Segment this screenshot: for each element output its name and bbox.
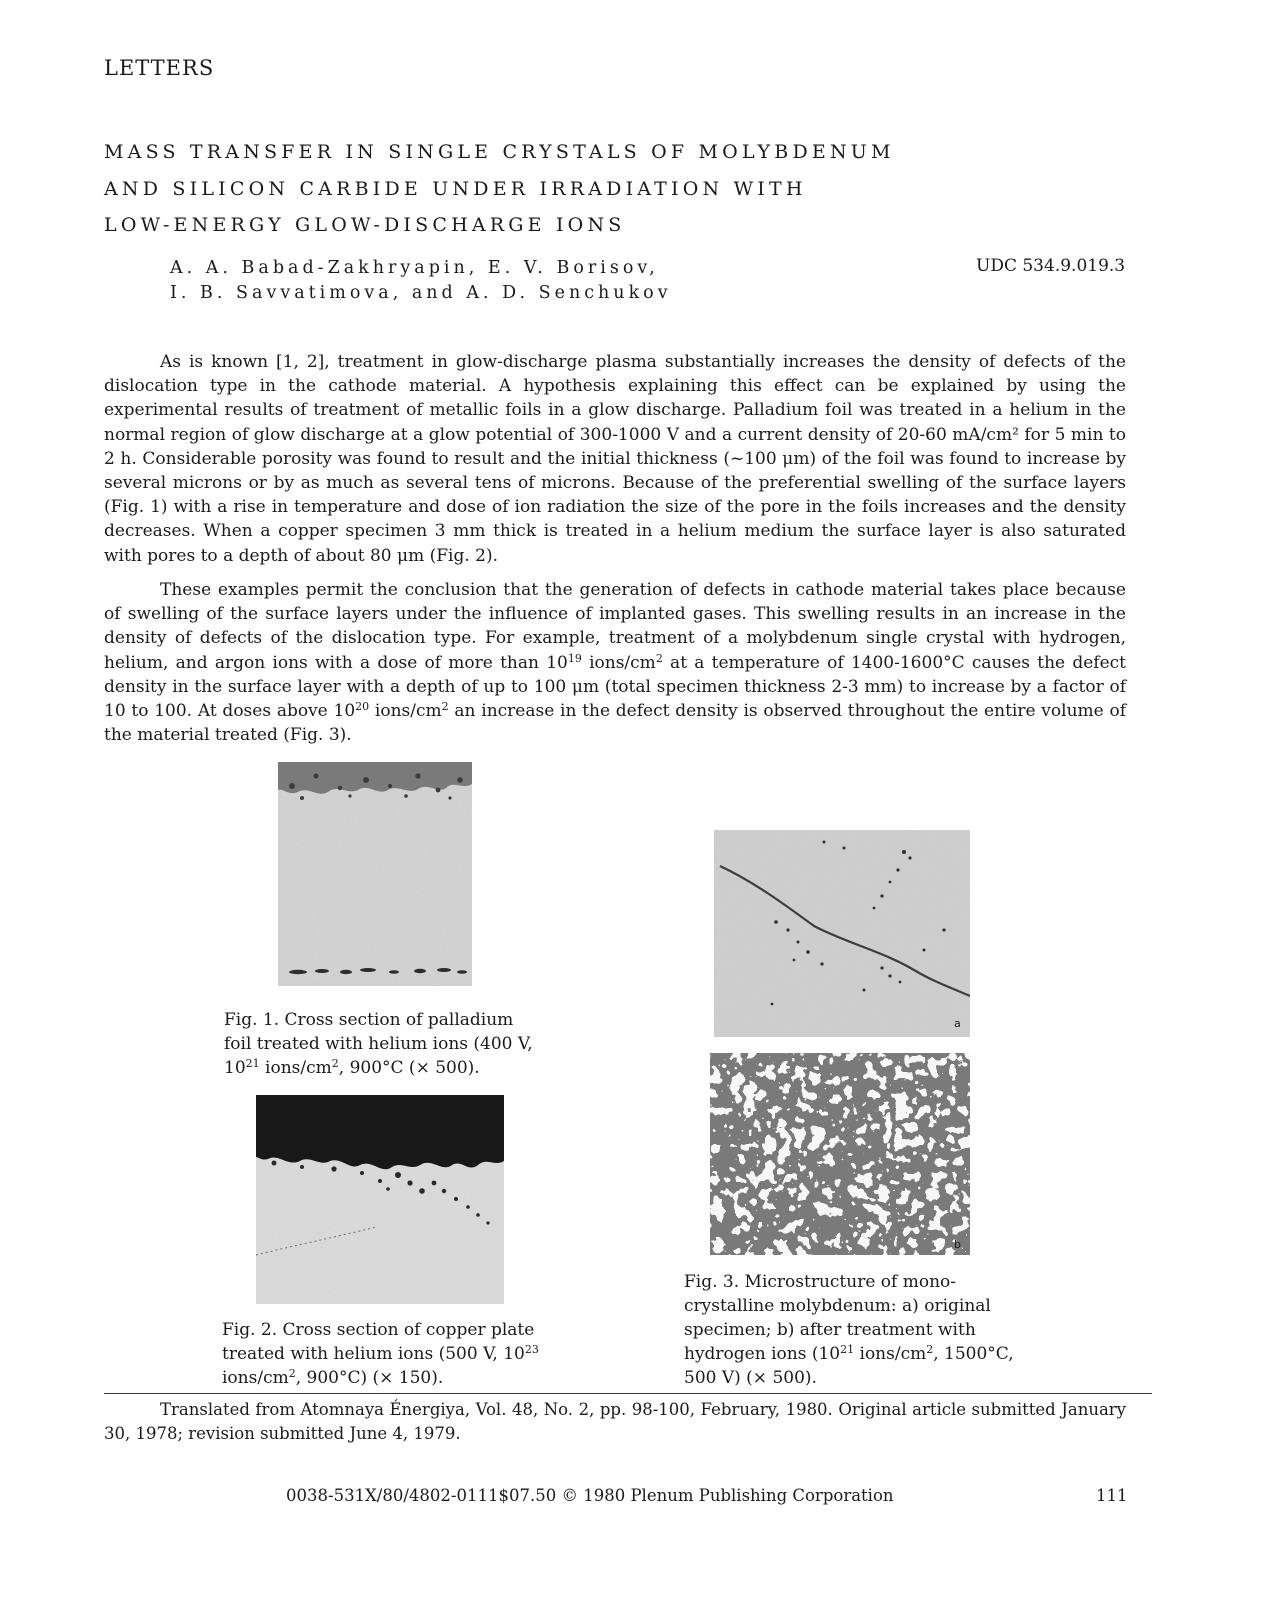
title-line: MASS TRANSFER IN SINGLE CRYSTALS OF MOLYBDENUM: [104, 141, 895, 163]
figure-1-caption: Fig. 1. Cross section of palladium foil treated with helium ions (400 V, $10^{21}$ ions/$cm^2$, 900°C (× 500).: [224, 1010, 533, 1078]
paragraph-text: These examples permit the conclusion that the generation of defects in cathode material takes place because of swelling of the surface layers under the influence of implanted gases. This swelling results in an increase in the density of defects of the dislocation type. For example, treatment of a molybdenum single crystal with hydrogen, helium, and argon ions with a dose of more than $10^{19}$ ions/$cm^2$ at a temperature of 1400-1600°C causes the defect density in the surface layer with a depth of up to 100 μm (total specimen thickness 2-3 mm) to increase by a factor of 10 to 100. At doses above $10^{20}$ ions/$cm^2$ an increase in the defect density is observed throughout the entire volume of the material treated (Fig. 3).: [104, 580, 1126, 746]
figure-2-micrograph: [256, 1095, 504, 1304]
author-line: I. B. Savvatimova, and A. D. Senchukov: [170, 283, 672, 303]
article-title: [104, 134, 895, 244]
body-paragraph-2: [104, 578, 1126, 747]
paragraph-text: As is known [1, 2], treatment in glow-discharge plasma substantially increases the density of defects of the dislocation type in the cathode material. A hypothesis explaining this effect can be explained by using the experimental results of treatment of metallic foils in a glow discharge. Palladium foil was treated in a helium in the normal region of glow discharge at a glow potential of 300-1000 V and a current density of 20-60 mA/cm² for 5 min to 2 h. Considerable porosity was found to result and the initial thickness (~100 μm) of the foil was found to increase by several microns or by as much as several tens of microns. Because of the preferential swelling of the surface layers (Fig. 1) with a rise in temperature and dose of ion radiation the size of the pore in the foils increases and the density decreases. When a copper specimen 3 mm thick is treated in a helium medium the surface layer is also saturated with pores to a depth of about 80 μm (Fig. 2).: [104, 352, 1126, 566]
udc-code: UDC 534.9.019.3: [976, 256, 1126, 276]
page-number: 111: [1096, 1486, 1128, 1505]
footnote-divider: [104, 1393, 1152, 1394]
figure-3b-label: b: [954, 1238, 961, 1251]
body-paragraph-1: [104, 350, 1126, 568]
figure-3-caption: Fig. 3. Microstructure of mono- crystalline molybdenum: a) original specimen; b) after treatment with hydrogen ions ($10^{21}$ ions/$cm^2$, 1500°C, 500 V) (× 500).: [684, 1272, 1014, 1388]
figure-3a-micrograph: [714, 830, 970, 1037]
author-list: [170, 256, 672, 306]
figure-3b-micrograph: [710, 1053, 970, 1255]
translation-footnote: Translated from Atomnaya Énergiya, Vol. 48, No. 2, pp. 98-100, February, 1980. Original article submitted January 30, 1978; revision submitted June 4, 1979.: [104, 1400, 1126, 1443]
figure-2-caption: Fig. 2. Cross section of copper plate treated with helium ions (500 V, $10^{23}$ ions/$cm^2$, 900°C) (× 150).: [222, 1320, 539, 1388]
figure-3a-label: a: [954, 1017, 961, 1030]
title-line: LOW-ENERGY GLOW-DISCHARGE IONS: [104, 214, 626, 236]
publisher-code: 0038-531X/80/4802-0111$07.50 © 1980 Plenum Publishing Corporation: [286, 1486, 894, 1505]
section-label: LETTERS: [104, 56, 215, 80]
author-line: A. A. Babad-Zakhryapin, E. V. Borisov,: [170, 258, 659, 278]
title-line: AND SILICON CARBIDE UNDER IRRADIATION WITH: [104, 177, 807, 200]
figure-1-micrograph: [278, 762, 472, 986]
